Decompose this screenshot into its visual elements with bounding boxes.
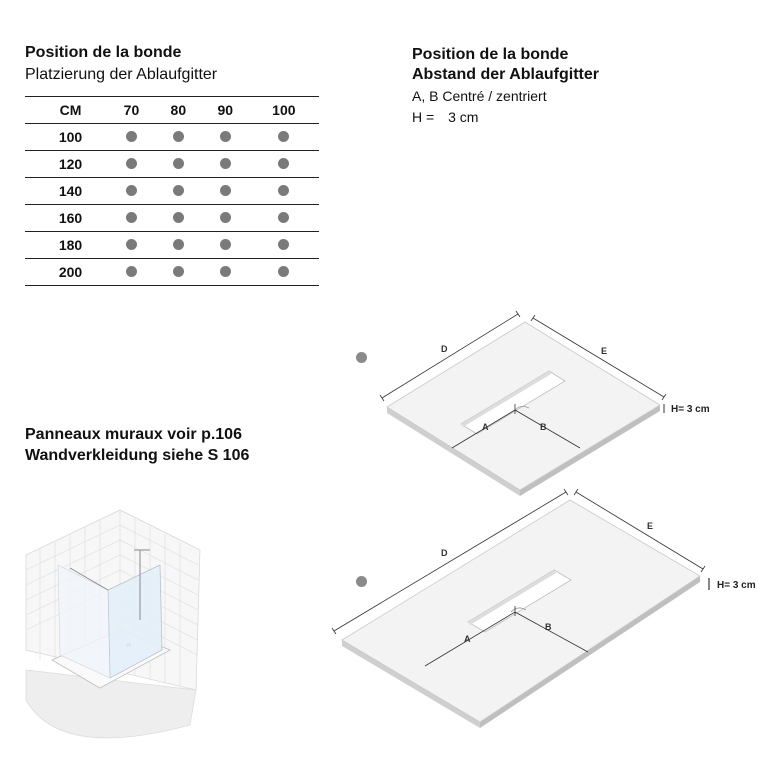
row-size-label: 100 bbox=[58, 129, 83, 145]
small-label-b: B bbox=[540, 422, 547, 432]
small-label-h: H= 3 cm bbox=[671, 404, 710, 415]
col-header-80: 80 bbox=[170, 102, 187, 118]
large-label-e: E bbox=[647, 521, 654, 531]
spacing-title-fr: Position de la bonde bbox=[412, 46, 569, 63]
row-size-label: 160 bbox=[58, 210, 83, 226]
col-header-90: 90 bbox=[217, 102, 234, 118]
tray-diagram-small bbox=[380, 311, 710, 496]
col-header-cm: CM bbox=[59, 102, 82, 118]
spacing-title-de: Abstand der Ablaufgitter bbox=[412, 66, 599, 83]
spacing-note-h-label: H = bbox=[412, 109, 435, 125]
large-label-a: A bbox=[464, 634, 471, 644]
large-label-b: B bbox=[545, 622, 552, 632]
tray-diagram-large bbox=[332, 489, 756, 728]
panels-title-fr: Panneaux muraux voir p.106 bbox=[25, 426, 242, 443]
small-label-e: E bbox=[601, 346, 608, 356]
row-size-label: 200 bbox=[58, 264, 83, 280]
large-label-h: H= 3 cm bbox=[717, 580, 756, 591]
row-size-label: 120 bbox=[58, 156, 83, 172]
large-label-d: D bbox=[441, 548, 448, 558]
small-label-a: A bbox=[482, 422, 489, 432]
row-size-label: 180 bbox=[58, 237, 83, 253]
col-header-70: 70 bbox=[123, 102, 140, 118]
row-size-label: 140 bbox=[58, 183, 83, 199]
position-title-fr: Position de la bonde bbox=[25, 44, 182, 61]
col-header-100: 100 bbox=[272, 102, 296, 118]
small-label-d: D bbox=[441, 344, 448, 354]
position-title-de: Platzierung der Ablaufgitter bbox=[25, 66, 218, 83]
spacing-note-ab: A, B Centré / zentriert bbox=[412, 88, 547, 104]
spacing-note-h-value: 3 cm bbox=[448, 109, 479, 125]
shower-enclosure-illustration bbox=[26, 510, 200, 738]
panels-title-de: Wandverkleidung siehe S 106 bbox=[25, 447, 250, 464]
